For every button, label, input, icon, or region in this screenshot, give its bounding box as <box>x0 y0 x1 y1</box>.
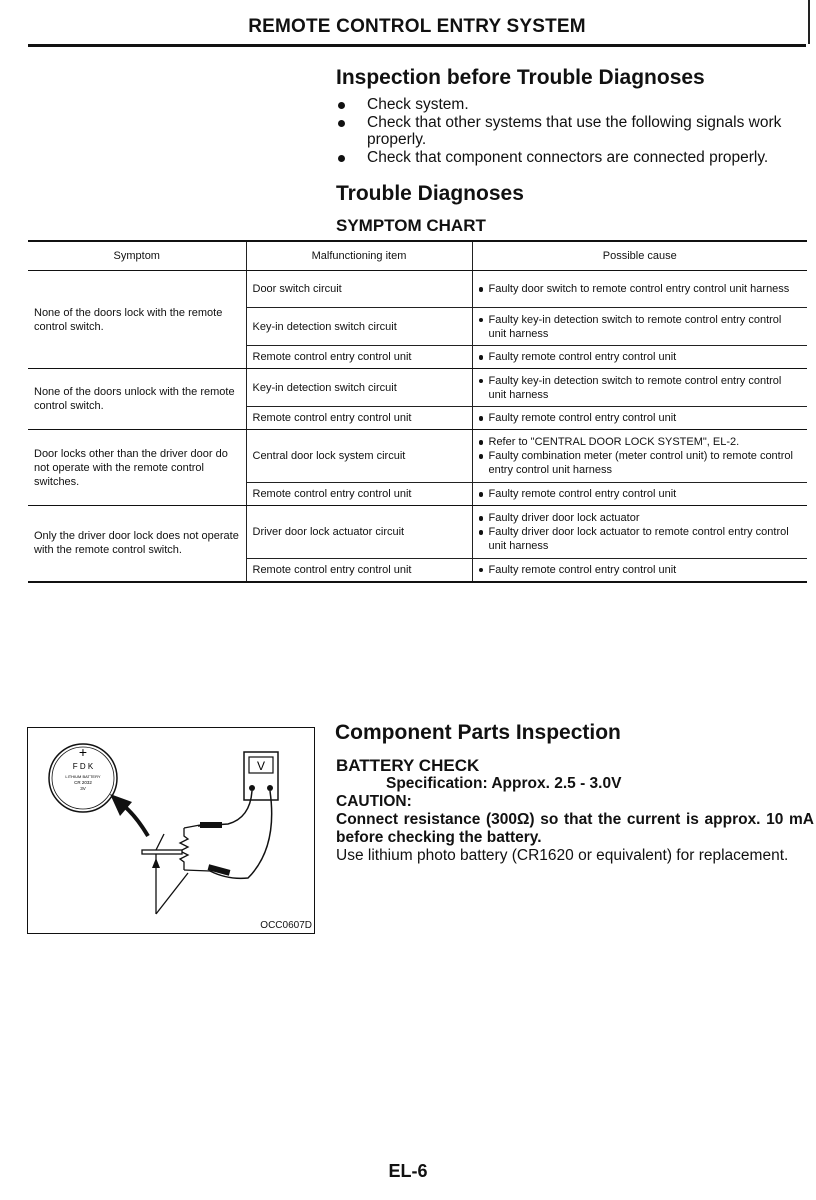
table-row <box>28 430 807 483</box>
cause-cell <box>472 506 807 559</box>
table-row <box>28 271 807 308</box>
table-row <box>28 506 807 559</box>
cause-item: Faulty remote control entry control unit <box>479 487 802 501</box>
cause-cell <box>472 308 807 346</box>
resistor-icon <box>180 828 188 870</box>
battery-plus-label: + <box>78 744 88 760</box>
cause-cell <box>472 559 807 582</box>
battery-brand-label: F D K <box>72 762 94 771</box>
meter-label: V <box>256 759 266 773</box>
cause-item: Faulty remote control entry control unit <box>479 411 802 425</box>
trouble-title: Trouble Diagnoses <box>336 182 524 205</box>
cause-item: Faulty key-in detection switch to remote control entry control unit harness <box>479 313 802 341</box>
bullet-icon <box>338 155 345 162</box>
inspection-title: Inspection before Trouble Diagnoses <box>336 66 705 89</box>
list-item <box>336 114 814 149</box>
symptom-chart-title: SYMPTOM CHART <box>336 216 486 235</box>
bullet-icon <box>338 120 345 127</box>
symptom-cell: Door locks other than the driver door do not operate with the remote control switches. <box>28 430 246 506</box>
symptom-cell: None of the doors unlock with the remote control switch. <box>28 369 246 430</box>
battery-model-label: CR 2032 <box>74 780 92 785</box>
table-row <box>28 369 807 407</box>
battery-check-section <box>336 756 814 865</box>
symptom-table <box>28 240 807 583</box>
table-header-row <box>28 241 807 271</box>
page-header <box>28 14 806 47</box>
bullet-icon <box>338 102 345 109</box>
cause-cell <box>472 271 807 308</box>
cause-item: Faulty door switch to remote control entry control unit harness <box>479 282 802 296</box>
cause-item: Faulty remote control entry control unit <box>479 563 802 577</box>
cause-cell <box>472 407 807 430</box>
specification-text: Specification: Approx. 2.5 - 3.0V <box>386 775 622 792</box>
cause-item: Faulty remote control entry control unit <box>479 350 802 364</box>
malfunction-cell: Remote control entry control unit <box>246 483 472 506</box>
probe-positive <box>200 822 222 828</box>
test-lead-negative <box>210 791 272 878</box>
battery-check-figure <box>27 727 315 934</box>
figure-code: OCC0607D <box>260 920 312 931</box>
malfunction-cell: Remote control entry control unit <box>246 346 472 369</box>
malfunction-cell: Remote control entry control unit <box>246 407 472 430</box>
malfunction-cell: Key-in detection switch circuit <box>246 308 472 346</box>
malfunction-cell: Driver door lock actuator circuit <box>246 506 472 559</box>
malfunction-cell: Key-in detection switch circuit <box>246 369 472 407</box>
cause-item: Faulty combination meter (meter control unit) to remote control entry control unit harness <box>479 449 802 477</box>
cause-cell <box>472 346 807 369</box>
cause-item: Faulty driver door lock actuator to remote control entry control unit harness <box>479 525 802 553</box>
voltmeter-icon <box>244 752 278 800</box>
bullet-text: Check system. <box>367 96 469 113</box>
cause-cell <box>472 483 807 506</box>
list-item <box>336 96 814 114</box>
list-item <box>336 149 814 167</box>
replacement-note: Use lithium photo battery (CR1620 or equivalent) for replacement. <box>336 847 789 864</box>
battery-check-diagram <box>28 728 314 933</box>
battery-voltage-label: 3V <box>80 786 86 791</box>
cause-item: Faulty driver door lock actuator <box>479 511 802 525</box>
column-header-malfunctioning-item: Malfunctioning item <box>246 241 472 271</box>
arrow-line <box>124 806 148 836</box>
battery-side-icon <box>142 850 182 854</box>
malfunction-cell: Remote control entry control unit <box>246 559 472 582</box>
malfunction-cell: Central door lock system circuit <box>246 430 472 483</box>
symptom-cell: None of the doors lock with the remote control switch. <box>28 271 246 369</box>
symptom-cell: Only the driver door lock does not operate with the remote control switch. <box>28 506 246 582</box>
bullet-text: Check that other systems that use the following signals work properly. <box>367 113 782 148</box>
caution-text: Connect resistance (300Ω) so that the current is approx. 10 mA before checking the battery. <box>336 811 814 846</box>
caution-label: CAUTION: <box>336 793 412 810</box>
cause-cell <box>472 430 807 483</box>
bullet-text: Check that component connectors are connected properly. <box>367 148 769 166</box>
column-header-symptom: Symptom <box>28 241 246 271</box>
page-edge-line <box>808 0 810 44</box>
malfunction-cell: Door switch circuit <box>246 271 472 308</box>
battery-type-label: LITHIUM BATTERY <box>65 774 101 779</box>
column-header-possible-cause: Possible cause <box>472 241 807 271</box>
battery-check-heading: BATTERY CHECK <box>336 756 480 775</box>
cause-item: Refer to "CENTRAL DOOR LOCK SYSTEM", EL-2. <box>479 435 802 449</box>
component-title: Component Parts Inspection <box>335 721 621 744</box>
cause-cell <box>472 369 807 407</box>
page-number: EL-6 <box>388 1161 428 1181</box>
cause-item: Faulty key-in detection switch to remote control entry control unit harness <box>479 374 802 402</box>
page-title: REMOTE CONTROL ENTRY SYSTEM <box>248 16 586 37</box>
inspection-bullets <box>336 96 814 166</box>
coin-battery-icon <box>49 744 117 812</box>
